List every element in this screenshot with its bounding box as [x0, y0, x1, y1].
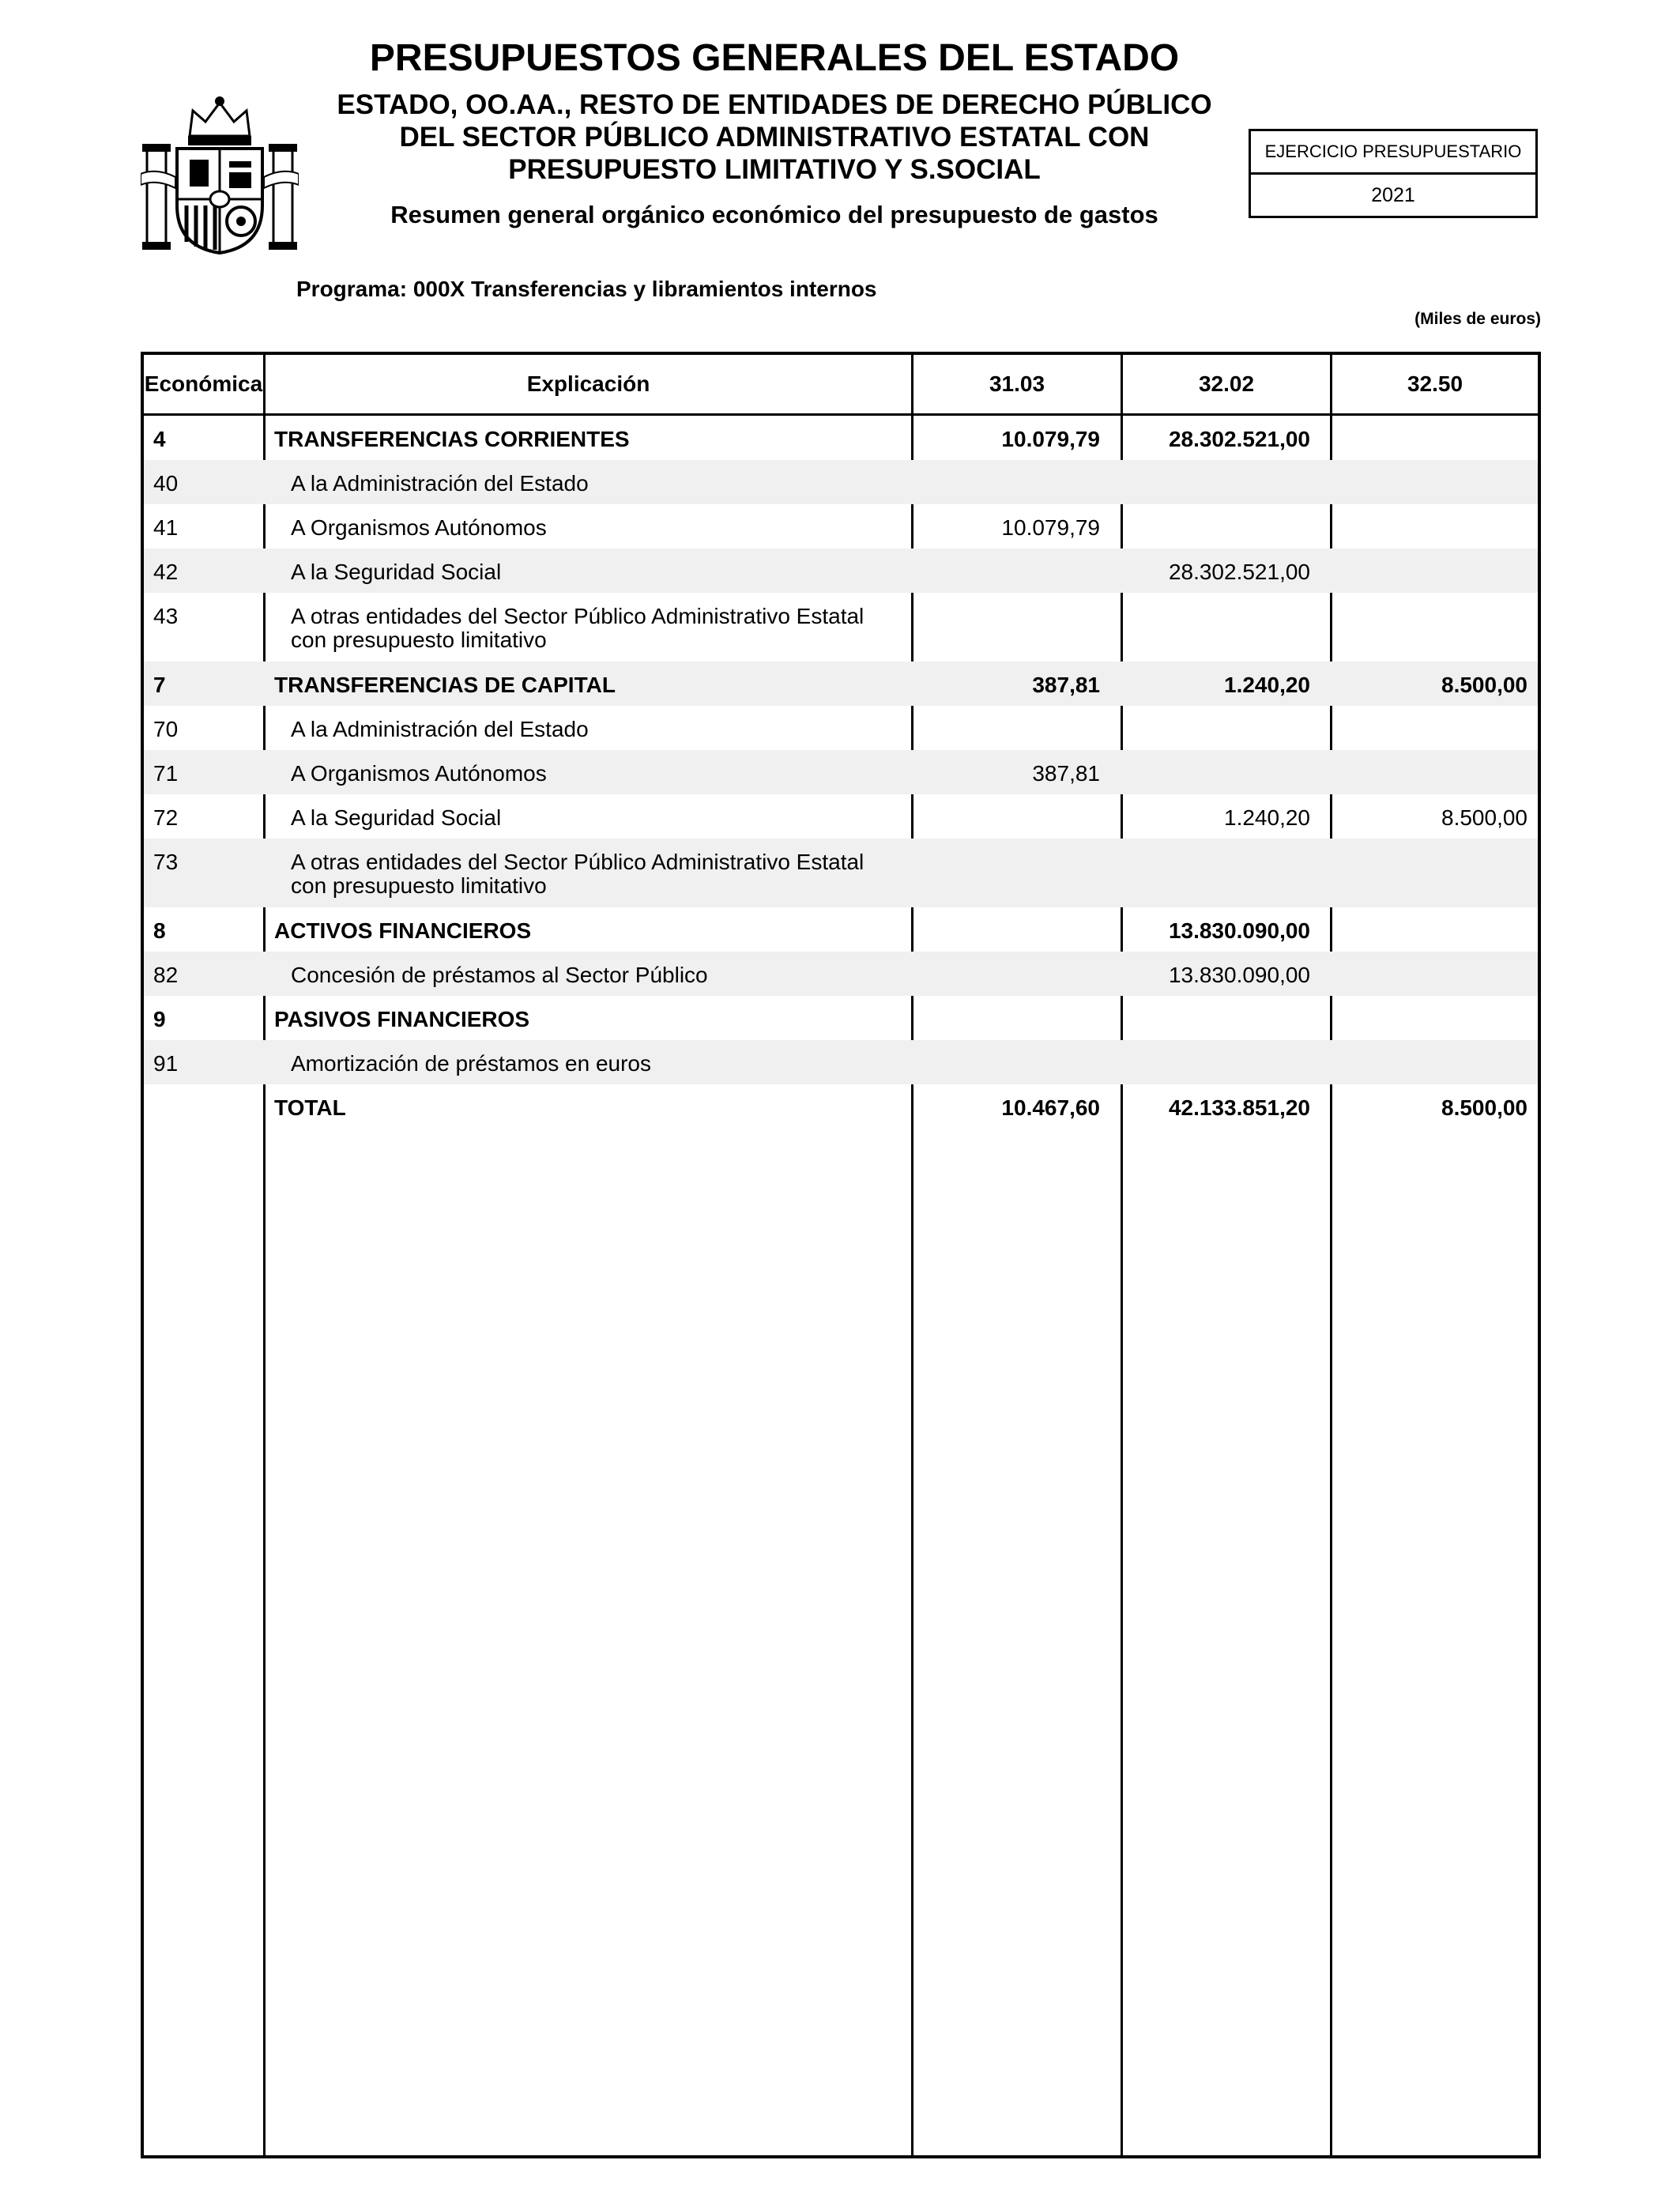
row-value-3250	[1336, 706, 1527, 718]
row-value-3103: 10.079,79	[1001, 427, 1100, 451]
row-explanation: ACTIVOS FINANCIEROS	[274, 918, 532, 943]
table-row	[144, 593, 1538, 662]
row-explanation: A la Administración del Estado	[291, 471, 589, 496]
row-value-3103: 387,81	[1032, 761, 1100, 786]
table-body	[144, 416, 1538, 1129]
table-row	[144, 839, 1538, 907]
row-value-3103	[917, 1040, 1100, 1053]
row-value-3250	[1336, 548, 1527, 561]
row-code: 72	[153, 805, 179, 830]
subtitle-line: ESTADO, OO.AA., RESTO DE ENTIDADES DE DERECHO PÚBLICO	[337, 89, 1212, 120]
row-code: 82	[153, 963, 179, 987]
table-row	[144, 662, 1538, 706]
col-header-3202: 32.02	[1198, 371, 1255, 396]
row-explanation: TRANSFERENCIAS CORRIENTES	[274, 427, 630, 451]
table-row	[144, 996, 1538, 1040]
row-value-3202	[1125, 706, 1310, 718]
row-code: 41	[153, 515, 179, 540]
row-value-3250	[1336, 460, 1527, 473]
coat-of-arms-icon	[141, 95, 299, 257]
fiscal-year-label: EJERCICIO PRESUPUESTARIO	[1251, 131, 1535, 175]
row-code: 42	[153, 560, 179, 584]
table-row	[144, 907, 1538, 952]
row-code: 7	[153, 673, 166, 697]
subtitle-line: PRESUPUESTO LIMITATIVO Y S.SOCIAL	[508, 154, 1041, 185]
row-explanation: A la Seguridad Social	[291, 560, 502, 584]
row-value-3250	[1336, 593, 1527, 605]
row-value-3250: 8.500,00	[1441, 673, 1527, 697]
table-row	[144, 416, 1538, 460]
row-value-3103	[917, 996, 1100, 1008]
row-value-3103	[917, 794, 1100, 807]
page-title: PRESUPUESTOS GENERALES DEL ESTADO	[369, 37, 1180, 79]
row-value-3202: 1.240,20	[1224, 673, 1310, 697]
row-value-3202: 42.133.851,20	[1168, 1095, 1310, 1120]
programa-label: Programa: 000X Transferencias y libramientos internos	[296, 277, 877, 301]
table-row	[144, 706, 1538, 750]
row-value-3202: 13.830.090,00	[1168, 963, 1310, 987]
row-code: 71	[153, 761, 179, 786]
table-row	[144, 548, 1538, 593]
row-value-3250	[1336, 907, 1527, 920]
row-value-3202: 13.830.090,00	[1168, 918, 1310, 943]
row-value-3250	[1336, 504, 1527, 517]
row-explanation: A Organismos Autónomos	[291, 515, 547, 540]
row-value-3103	[917, 907, 1100, 920]
row-value-3202	[1125, 1040, 1310, 1053]
row-value-3202	[1125, 593, 1310, 605]
col-header-explicacion: Explicación	[526, 371, 650, 396]
row-value-3103: 10.467,60	[1001, 1095, 1100, 1120]
row-code: 4	[153, 427, 166, 451]
fiscal-year-box	[1249, 129, 1538, 218]
summary-heading: Resumen general orgánico económico del presupuesto de gastos	[390, 201, 1158, 228]
row-explanation	[291, 839, 947, 897]
total-row	[144, 1084, 1538, 1129]
col-header-3103: 31.03	[989, 371, 1045, 396]
table-row	[144, 952, 1538, 996]
table-row	[144, 1040, 1538, 1084]
row-explanation: A la Seguridad Social	[291, 805, 502, 830]
row-code: 43	[153, 604, 179, 628]
row-explanation	[291, 593, 947, 651]
row-value-3103	[917, 593, 1100, 605]
row-code: 70	[153, 717, 179, 741]
page-subtitle	[300, 89, 1249, 186]
table-row	[144, 504, 1538, 548]
row-explanation: PASIVOS FINANCIEROS	[274, 1007, 530, 1031]
row-value-3202	[1125, 839, 1310, 851]
row-value-3103	[917, 706, 1100, 718]
row-value-3202: 1.240,20	[1224, 805, 1310, 830]
row-value-3250	[1336, 750, 1527, 763]
row-code: 73	[153, 850, 179, 874]
row-explanation-line: A otras entidades del Sector Público Administrativo Estatal	[291, 850, 864, 874]
row-code: 40	[153, 471, 179, 496]
row-explanation: Amortización de préstamos en euros	[291, 1051, 651, 1076]
row-value-3250: 8.500,00	[1441, 805, 1527, 830]
row-value-3103: 10.079,79	[1001, 515, 1100, 540]
row-explanation: TOTAL	[274, 1095, 346, 1120]
row-code: 9	[153, 1007, 166, 1031]
row-code: 8	[153, 918, 166, 943]
table-row	[144, 750, 1538, 794]
row-value-3202	[1125, 504, 1310, 517]
row-value-3250	[1336, 839, 1527, 851]
row-value-3250	[1336, 952, 1527, 964]
row-explanation-line: con presupuesto limitativo	[291, 628, 547, 652]
row-value-3202: 28.302.521,00	[1168, 427, 1310, 451]
row-value-3250	[1336, 1040, 1527, 1053]
subtitle-line: DEL SECTOR PÚBLICO ADMINISTRATIVO ESTATAL CON	[399, 122, 1150, 153]
row-value-3202	[1125, 460, 1310, 473]
units-note: (Miles de euros)	[1414, 310, 1541, 328]
col-header-economica: Económica	[144, 371, 263, 396]
row-explanation: A la Administración del Estado	[291, 717, 589, 741]
row-value-3103: 387,81	[1032, 673, 1100, 697]
row-value-3103	[917, 839, 1100, 851]
row-value-3250	[1336, 416, 1527, 428]
row-explanation: A Organismos Autónomos	[291, 761, 547, 786]
row-value-3202	[1125, 996, 1310, 1008]
row-explanation: Concesión de préstamos al Sector Público	[291, 963, 708, 987]
table-row	[144, 794, 1538, 839]
row-explanation: TRANSFERENCIAS DE CAPITAL	[274, 673, 616, 697]
col-header-3250: 32.50	[1407, 371, 1463, 396]
row-value-3202	[1125, 750, 1310, 763]
row-explanation-line: A otras entidades del Sector Público Administrativo Estatal	[291, 604, 864, 628]
table-row	[144, 460, 1538, 504]
row-value-3103	[917, 548, 1100, 561]
fiscal-year-value: 2021	[1371, 183, 1415, 206]
row-value-3250	[1336, 996, 1527, 1008]
row-value-3103	[917, 460, 1100, 473]
row-value-3250: 8.500,00	[1441, 1095, 1527, 1120]
row-value-3103	[917, 952, 1100, 964]
row-value-3202: 28.302.521,00	[1168, 560, 1310, 584]
row-explanation-line: con presupuesto limitativo	[291, 873, 547, 898]
row-code: 91	[153, 1051, 179, 1076]
